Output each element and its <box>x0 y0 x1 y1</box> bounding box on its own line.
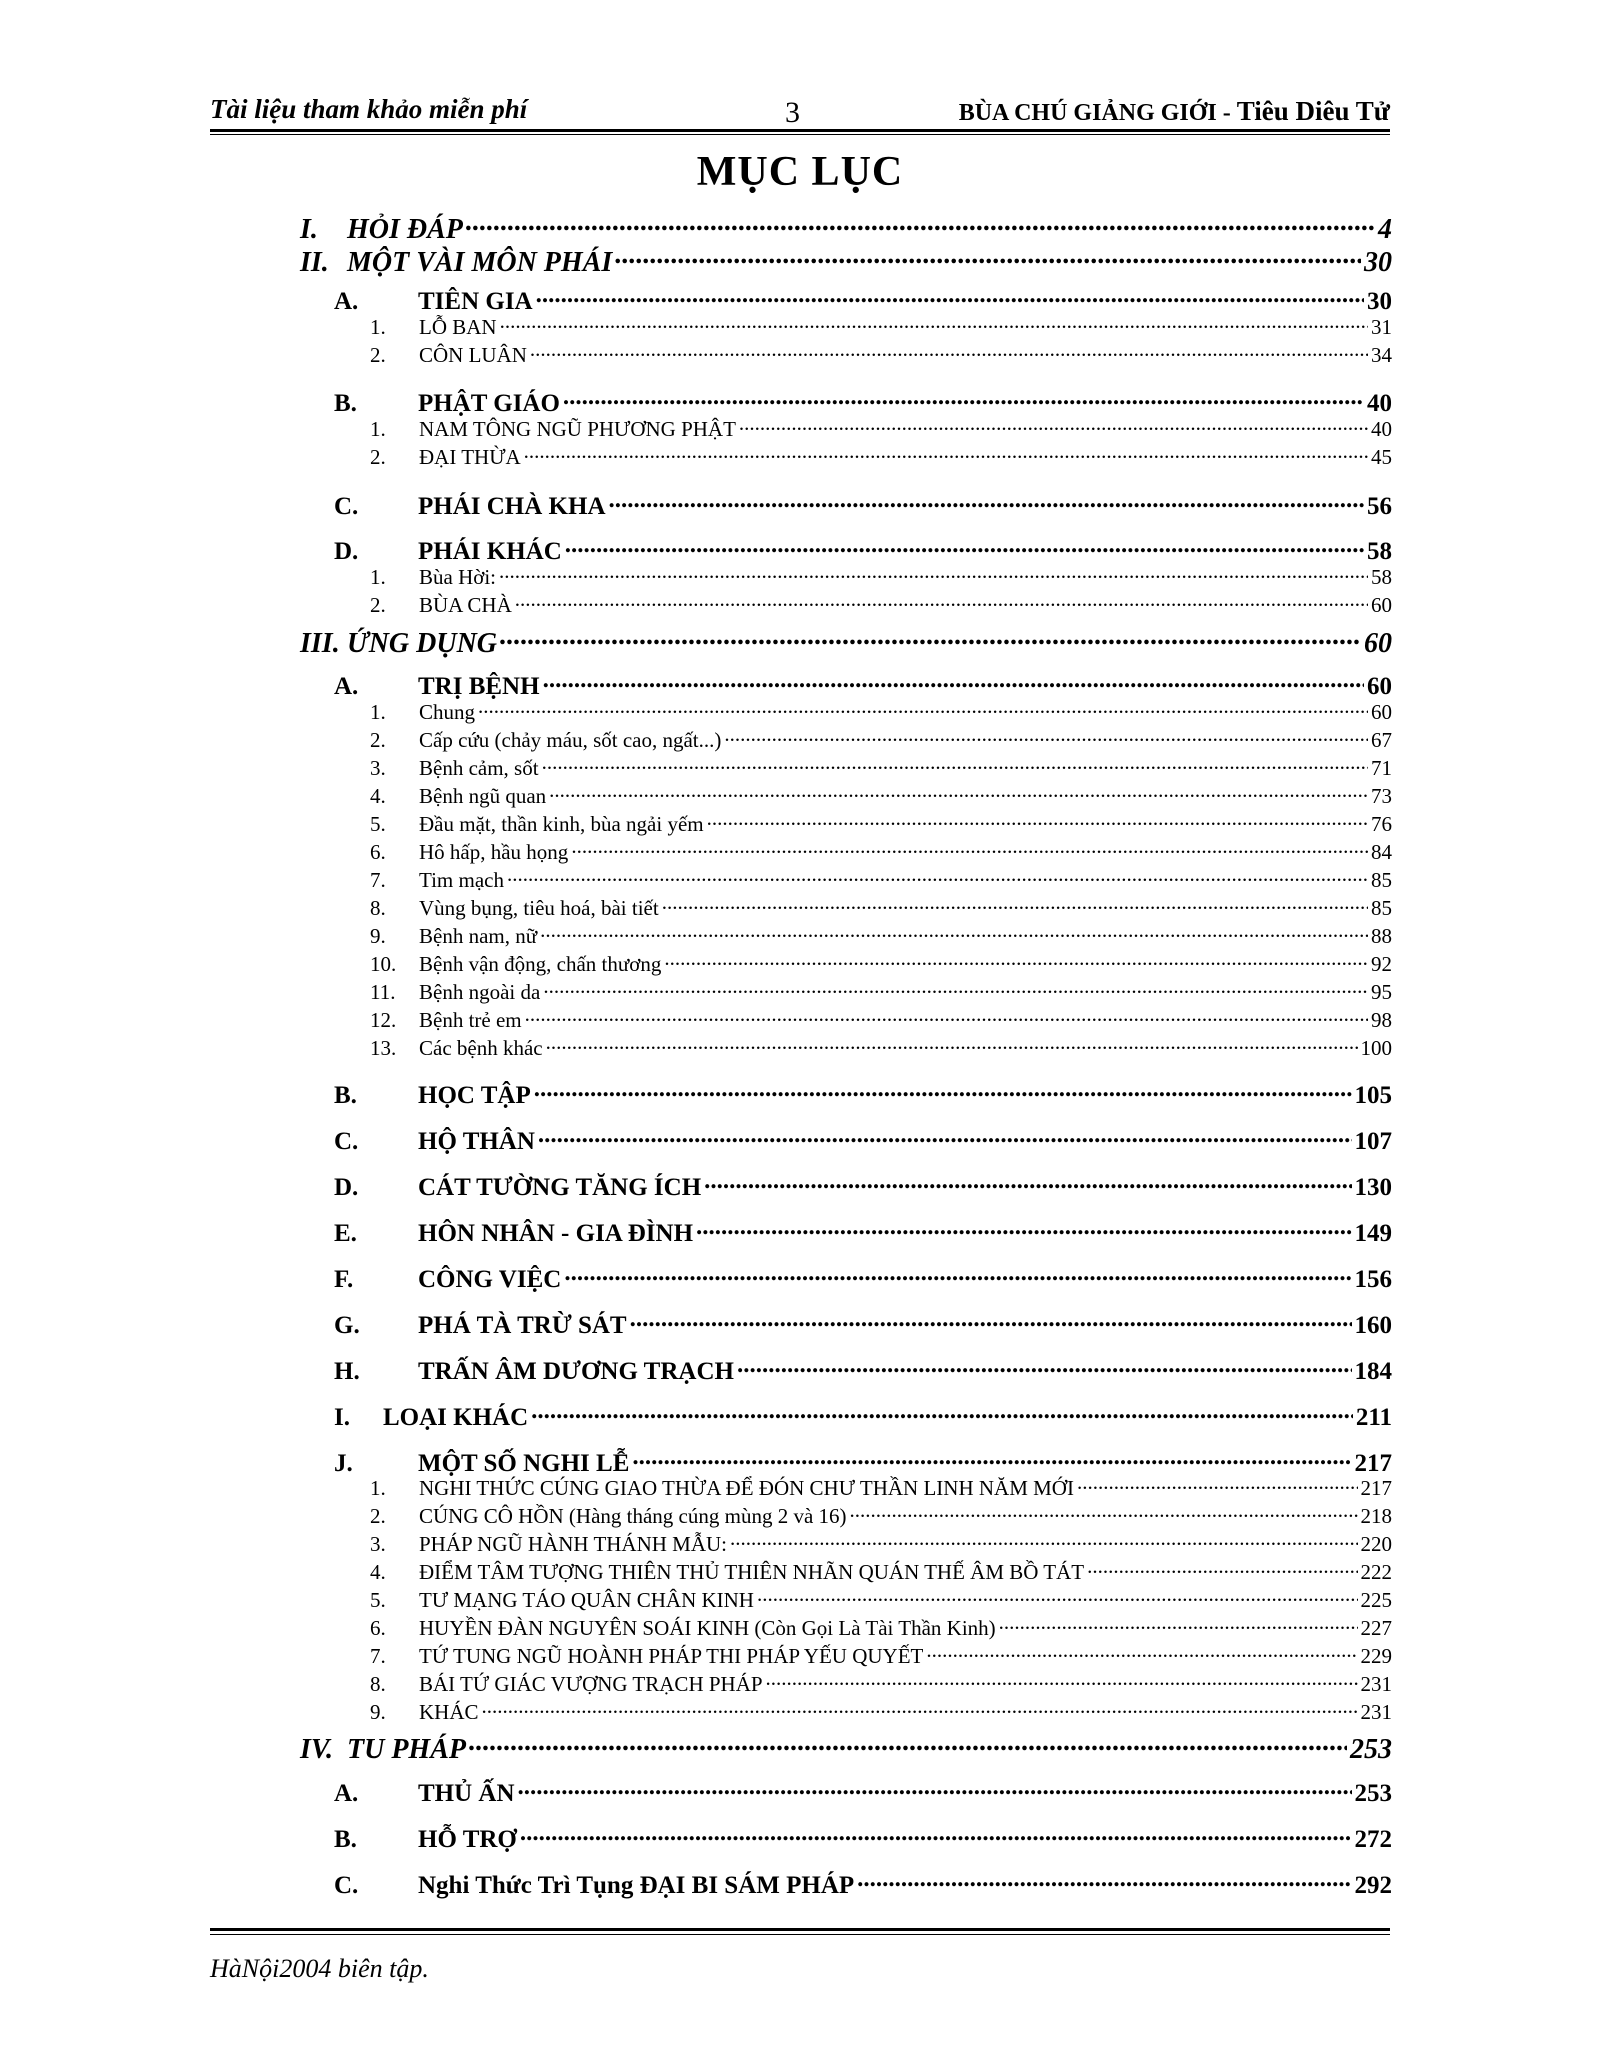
toc-entry-title: HỖ TRỢ <box>418 1826 517 1853</box>
toc-entry-level-2[interactable] <box>334 284 1392 316</box>
toc-dot-leader <box>704 1170 1351 1195</box>
toc-entry-number: G. <box>334 1312 360 1339</box>
toc-dot-leader <box>478 698 1368 719</box>
header-rule <box>210 129 1390 132</box>
toc-entry-level-1[interactable] <box>300 624 1392 660</box>
toc-entry-number: I. <box>334 1404 350 1431</box>
toc-entry-page: 60 <box>1371 700 1392 724</box>
toc-entry-page: 56 <box>1367 493 1392 520</box>
header-book-title: BÙA CHÚ GIẢNG GIỚI - <box>958 100 1237 126</box>
toc-entry-level-3[interactable] <box>370 1530 1392 1557</box>
toc-entry-page: 222 <box>1360 1560 1392 1584</box>
toc-dot-leader <box>524 443 1368 464</box>
toc-entry-number: H. <box>334 1358 360 1385</box>
toc-entry-title: HỌC TẬP <box>418 1082 531 1109</box>
toc-entry-number: 2. <box>370 593 386 617</box>
toc-entry-level-2[interactable] <box>334 1308 1392 1340</box>
toc-entry-level-3[interactable] <box>370 1558 1392 1585</box>
toc-entry-page: 217 <box>1360 1476 1392 1500</box>
toc-entry-title: Đầu mặt, thần kinh, bùa ngải yếm <box>419 812 704 836</box>
toc-dot-leader <box>546 1034 1358 1055</box>
toc-entry-level-2[interactable] <box>334 1170 1392 1202</box>
toc-entry-title: MỘT SỐ NGHI LỄ <box>418 1450 630 1477</box>
toc-entry-page: 227 <box>1360 1616 1392 1640</box>
toc-entry-number: B. <box>334 390 357 417</box>
toc-entry-title: Bùa Hời: <box>419 565 497 589</box>
toc-entry-page: 60 <box>1371 593 1392 617</box>
toc-entry-title: TRẤN ÂM DƯƠNG TRẠCH <box>418 1358 734 1385</box>
toc-entry-page: 58 <box>1371 565 1392 589</box>
toc-entry-page: 92 <box>1371 952 1392 976</box>
toc-entry-page: 217 <box>1354 1450 1392 1477</box>
toc-entry-level-1[interactable] <box>300 210 1392 246</box>
toc-entry-number: 3. <box>370 756 386 780</box>
toc-dot-leader <box>739 415 1368 436</box>
toc-entry-level-3[interactable] <box>370 1614 1392 1641</box>
toc-entry-page: 95 <box>1371 980 1392 1004</box>
toc-entry-page: 31 <box>1371 315 1392 339</box>
toc-entry-level-2[interactable] <box>334 1822 1392 1854</box>
toc-entry-number: B. <box>334 1826 357 1853</box>
toc-entry-level-3[interactable] <box>370 1474 1392 1501</box>
toc-dot-leader <box>926 1642 1357 1663</box>
toc-entry-level-3[interactable] <box>370 894 1392 921</box>
toc-entry-page: 84 <box>1371 840 1392 864</box>
toc-dot-leader <box>540 922 1368 943</box>
toc-entry-page: 85 <box>1371 868 1392 892</box>
toc-entry-number: 2. <box>370 728 386 752</box>
toc-entry-number: 1. <box>370 1476 386 1500</box>
toc-entry-level-3[interactable] <box>370 810 1392 837</box>
toc-entry-title: Bệnh trẻ em <box>419 1008 522 1032</box>
toc-entry-title: ỨNG DỤNG <box>347 628 498 659</box>
toc-entry-title: Tim mạch <box>419 868 504 892</box>
toc-entry-number: A. <box>334 288 359 315</box>
toc-entry-number: 5. <box>370 1588 386 1612</box>
toc-entry-number: 5. <box>370 812 386 836</box>
toc-dot-leader <box>500 624 1361 652</box>
toc-entry-level-3[interactable] <box>370 443 1392 470</box>
toc-dot-leader <box>737 1354 1352 1379</box>
toc-entry-page: 4 <box>1378 214 1392 245</box>
toc-entry-title: ĐIỂM TÂM TƯỢNG THIÊN THỦ THIÊN NHÃN QUÁN THẾ ÂM BỒ TÁT <box>419 1560 1085 1584</box>
toc-entry-number: A. <box>334 673 359 700</box>
toc-entry-level-3[interactable] <box>370 950 1392 977</box>
toc-entry-level-2[interactable] <box>334 534 1392 566</box>
toc-entry-number: 8. <box>370 1672 386 1696</box>
toc-dot-leader <box>571 838 1368 859</box>
toc-entry-page: 98 <box>1371 1008 1392 1032</box>
toc-entry-title: Bệnh ngoài da <box>419 980 541 1004</box>
toc-dot-leader <box>564 1262 1351 1287</box>
toc-entry-level-3[interactable] <box>370 1006 1392 1033</box>
toc-entry-level-3[interactable] <box>370 313 1392 340</box>
toc-entry-page: 60 <box>1367 673 1392 700</box>
toc-entry-title: TIÊN GIA <box>418 288 533 315</box>
toc-entry-number: 7. <box>370 1644 386 1668</box>
toc-entry-level-3[interactable] <box>370 563 1392 590</box>
toc-entry-number: C. <box>334 1872 359 1899</box>
header-rule-thin <box>210 134 1390 135</box>
toc-entry-level-3[interactable] <box>370 1502 1392 1529</box>
toc-entry-number: 11. <box>370 980 396 1004</box>
toc-entry-level-2[interactable] <box>334 1124 1392 1156</box>
toc-entry-level-3[interactable] <box>370 838 1392 865</box>
toc-entry-title: Bệnh nam, nữ <box>419 924 538 948</box>
toc-dot-leader <box>500 313 1368 334</box>
toc-entry-title: Nghi Thức Trì Tụng ĐẠI BI SÁM PHÁP <box>418 1872 855 1899</box>
toc-dot-leader <box>536 284 1364 309</box>
toc-entry-number: A. <box>334 1780 359 1807</box>
toc-entry-number: F. <box>334 1266 354 1293</box>
toc-dot-leader <box>766 1670 1358 1691</box>
toc-entry-title: HỘ THÂN <box>418 1128 535 1155</box>
toc-entry-number: E. <box>334 1220 357 1247</box>
toc-dot-leader <box>518 1776 1352 1801</box>
toc-dot-leader <box>507 866 1368 887</box>
toc-entry-title: TỨ TUNG NGŨ HOÀNH PHÁP THI PHÁP YẾU QUYẾT <box>419 1644 924 1668</box>
page-number: 3 <box>785 96 800 129</box>
toc-entry-number: IV. <box>300 1734 333 1765</box>
toc-dot-leader <box>696 1216 1351 1241</box>
toc-dot-leader <box>469 1730 1347 1758</box>
toc-dot-leader <box>543 669 1364 694</box>
toc-entry-title: HỎI ĐÁP <box>347 214 463 245</box>
toc-dot-leader <box>482 1698 1358 1719</box>
toc-dot-leader <box>662 894 1368 915</box>
toc-entry-title: PHÁP NGŨ HÀNH THÁNH MẪU: <box>419 1532 728 1556</box>
toc-entry-page: 40 <box>1367 390 1392 417</box>
toc-entry-level-3[interactable] <box>370 698 1392 725</box>
toc-entry-number: II. <box>300 247 329 278</box>
toc-dot-leader <box>538 1124 1352 1149</box>
toc-entry-number: 10. <box>370 952 397 976</box>
toc-entry-number: 1. <box>370 565 386 589</box>
toc-entry-title: PHÁ TÀ TRỪ SÁT <box>418 1312 627 1339</box>
toc-entry-page: 34 <box>1371 343 1392 367</box>
toc-entry-title: PHẬT GIÁO <box>418 390 560 417</box>
toc-dot-leader <box>615 243 1361 271</box>
toc-entry-number: 12. <box>370 1008 397 1032</box>
toc-entry-page: 184 <box>1354 1358 1392 1385</box>
toc-entry-page: 88 <box>1371 924 1392 948</box>
header-left-text: Tài liệu tham khảo miễn phí <box>210 94 528 124</box>
footer-rule-thin <box>210 1934 1390 1935</box>
toc-entry-title: PHÁI CHÀ KHA <box>418 493 606 520</box>
page-footer: HàNội2004 biên tập. <box>210 1954 429 1983</box>
toc-entry-number: 2. <box>370 343 386 367</box>
toc-dot-leader <box>515 591 1368 612</box>
toc-entry-title: NGHI THỨC CÚNG GIAO THỪA ĐỂ ĐÓN CHƯ THẦN LINH NĂM MỚI <box>419 1476 1074 1500</box>
toc-entry-level-2[interactable] <box>334 1776 1392 1808</box>
toc-entry-number: 4. <box>370 784 386 808</box>
toc-dot-leader <box>664 950 1368 971</box>
toc-entry-page: 292 <box>1354 1872 1392 1899</box>
toc-entry-page: 76 <box>1371 812 1392 836</box>
toc-entry-number: 9. <box>370 924 386 948</box>
toc-dot-leader <box>850 1502 1358 1523</box>
toc-entry-number: 1. <box>370 700 386 724</box>
toc-entry-number: C. <box>334 1128 359 1155</box>
toc-entry-level-3[interactable] <box>370 1034 1392 1061</box>
toc-entry-title: BÁI TỨ GIÁC VƯỢNG TRẠCH PHÁP <box>419 1672 763 1696</box>
toc-entry-page: 218 <box>1360 1504 1392 1528</box>
toc-entry-level-2[interactable] <box>334 1868 1392 1900</box>
header-author: Tiêu Diêu Tử <box>1236 96 1390 126</box>
toc-entry-page: 160 <box>1354 1312 1392 1339</box>
toc-entry-number: 8. <box>370 896 386 920</box>
toc-entry-title: CÚNG CÔ HỒN (Hàng tháng cúng mùng 2 và 16) <box>419 1504 847 1528</box>
toc-dot-leader <box>724 726 1368 747</box>
toc-dot-leader <box>730 1530 1357 1551</box>
toc-entry-page: 85 <box>1371 896 1392 920</box>
toc-entry-title: Bệnh vận động, chấn thương <box>419 952 662 976</box>
toc-entry-level-2[interactable] <box>334 1216 1392 1248</box>
toc-entry-level-2[interactable] <box>334 1262 1392 1294</box>
toc-entry-title: BÙA CHÀ <box>419 593 512 617</box>
toc-entry-title: Các bệnh khác <box>419 1036 543 1060</box>
toc-entry-number: 2. <box>370 445 386 469</box>
toc-entry-number: 6. <box>370 1616 386 1640</box>
toc-entry-level-3[interactable] <box>370 726 1392 753</box>
toc-dot-leader <box>1077 1474 1358 1495</box>
toc-entry-level-2[interactable] <box>334 489 1392 521</box>
toc-entry-title: LỖ BAN <box>419 315 497 339</box>
toc-entry-page: 71 <box>1371 756 1392 780</box>
toc-dot-leader <box>563 386 1364 411</box>
toc-entry-number: 3. <box>370 1532 386 1556</box>
toc-entry-page: 220 <box>1360 1532 1392 1556</box>
toc-entry-number: B. <box>334 1082 357 1109</box>
toc-entry-page: 149 <box>1354 1220 1392 1247</box>
toc-entry-level-2[interactable] <box>334 669 1392 701</box>
toc-entry-page: 231 <box>1360 1700 1392 1724</box>
toc-dot-leader <box>609 489 1365 514</box>
toc-entry-page: 67 <box>1371 728 1392 752</box>
toc-entry-title: HÔN NHÂN - GIA ĐÌNH <box>418 1220 694 1247</box>
toc-entry-level-1[interactable] <box>300 1730 1392 1766</box>
toc-entry-page: 229 <box>1360 1644 1392 1668</box>
toc-entry-level-2[interactable] <box>334 1400 1392 1432</box>
toc-entry-title: Bệnh cảm, sốt <box>419 756 539 780</box>
toc-dot-leader <box>543 978 1368 999</box>
toc-entry-number: 1. <box>370 417 386 441</box>
toc-entry-page: 105 <box>1354 1082 1392 1109</box>
toc-entry-level-3[interactable] <box>370 1642 1392 1669</box>
toc-entry-level-3[interactable] <box>370 591 1392 618</box>
toc-entry-title: LOẠI KHÁC <box>383 1404 529 1431</box>
toc-entry-page: 60 <box>1364 628 1392 659</box>
toc-entry-page: 40 <box>1371 417 1392 441</box>
toc-entry-number: D. <box>334 1174 359 1201</box>
toc-entry-title: PHÁI KHÁC <box>418 538 562 565</box>
toc-entry-level-1[interactable] <box>300 243 1392 279</box>
toc-dot-leader <box>632 1446 1351 1471</box>
toc-dot-leader <box>531 1400 1353 1425</box>
toc-entry-number: III. <box>300 628 340 659</box>
toc-entry-page: 30 <box>1367 288 1392 315</box>
toc-entry-page: 130 <box>1354 1174 1392 1201</box>
toc-entry-page: 30 <box>1364 247 1392 278</box>
toc-entry-page: 272 <box>1354 1826 1392 1853</box>
toc-entry-level-2[interactable] <box>334 386 1392 418</box>
toc-entry-number: I. <box>300 214 318 245</box>
toc-entry-page: 156 <box>1354 1266 1392 1293</box>
toc-entry-title: MỘT VÀI MÔN PHÁI <box>347 247 613 278</box>
toc-dot-leader <box>565 534 1364 559</box>
toc-entry-page: 100 <box>1360 1036 1392 1060</box>
toc-entry-number: 9. <box>370 1700 386 1724</box>
toc-entry-title: Bệnh ngũ quan <box>419 784 547 808</box>
toc-entry-page: 253 <box>1350 1734 1392 1765</box>
toc-entry-number: 13. <box>370 1036 397 1060</box>
toc-dot-leader <box>520 1822 1352 1847</box>
toc-entry-title: Vùng bụng, tiêu hoá, bài tiết <box>419 896 659 920</box>
document-title: MỤC LỤC <box>696 149 904 195</box>
toc-entry-number: 1. <box>370 315 386 339</box>
toc-dot-leader <box>999 1614 1358 1635</box>
toc-entry-level-3[interactable] <box>370 415 1392 442</box>
toc-entry-number: J. <box>334 1450 353 1477</box>
toc-entry-page: 225 <box>1360 1588 1392 1612</box>
toc-entry-title: Chung <box>419 700 476 724</box>
page-header <box>210 92 1390 132</box>
toc-entry-number: 6. <box>370 840 386 864</box>
toc-entry-number: 4. <box>370 1560 386 1584</box>
toc-entry-title: CÔNG VIỆC <box>418 1266 562 1293</box>
toc-entry-page: 58 <box>1367 538 1392 565</box>
toc-entry-level-3[interactable] <box>370 1670 1392 1697</box>
toc-dot-leader <box>542 754 1368 775</box>
toc-entry-title: TƯ MẠNG TÁO QUÂN CHÂN KINH <box>419 1588 754 1612</box>
toc-entry-number: C. <box>334 493 359 520</box>
toc-dot-leader <box>499 563 1368 584</box>
toc-dot-leader <box>534 1078 1352 1103</box>
toc-entry-number: 2. <box>370 1504 386 1528</box>
toc-entry-title: NAM TÔNG NGŨ PHƯƠNG PHẬT <box>419 417 736 441</box>
toc-entry-level-3[interactable] <box>370 922 1392 949</box>
toc-entry-title: CÔN LUÂN <box>419 343 527 367</box>
toc-entry-level-2[interactable] <box>334 1078 1392 1110</box>
toc-entry-title: KHÁC <box>419 1700 479 1724</box>
toc-dot-leader <box>707 810 1368 831</box>
toc-dot-leader <box>630 1308 1352 1333</box>
toc-dot-leader <box>1087 1558 1357 1579</box>
toc-entry-number: D. <box>334 538 359 565</box>
toc-dot-leader <box>549 782 1368 803</box>
toc-entry-level-3[interactable] <box>370 978 1392 1005</box>
toc-entry-page: 211 <box>1355 1404 1392 1431</box>
footer-rule <box>210 1928 1390 1931</box>
toc-entry-title: HUYỀN ĐÀN NGUYÊN SOÁI KINH (Còn Gọi Là Tài Thần Kinh) <box>419 1616 996 1640</box>
toc-entry-title: THỦ ẤN <box>418 1780 515 1807</box>
toc-entry-level-3[interactable] <box>370 782 1392 809</box>
toc-dot-leader <box>757 1586 1358 1607</box>
header-right-text <box>959 96 1390 127</box>
toc-dot-leader <box>525 1006 1368 1027</box>
toc-entry-number: 7. <box>370 868 386 892</box>
toc-entry-page: 107 <box>1354 1128 1392 1155</box>
toc-entry-level-3[interactable] <box>370 866 1392 893</box>
toc-entry-level-3[interactable] <box>370 341 1392 368</box>
toc-entry-title: ĐẠI THỪA <box>419 445 521 469</box>
toc-entry-title: Cấp cứu (chảy máu, sốt cao, ngất...) <box>419 728 722 752</box>
toc-entry-title: TRỊ BỆNH <box>418 673 540 700</box>
toc-dot-leader <box>530 341 1368 362</box>
toc-entry-level-2[interactable] <box>334 1354 1392 1386</box>
toc-entry-page: 45 <box>1371 445 1392 469</box>
toc-entry-page: 253 <box>1354 1780 1392 1807</box>
toc-dot-leader <box>466 210 1375 238</box>
toc-entry-level-3[interactable] <box>370 1586 1392 1613</box>
toc-entry-level-3[interactable] <box>370 1698 1392 1725</box>
toc-dot-leader <box>857 1868 1351 1893</box>
toc-entry-title: TU PHÁP <box>347 1734 466 1765</box>
toc-entry-page: 73 <box>1371 784 1392 808</box>
toc-entry-page: 231 <box>1360 1672 1392 1696</box>
toc-entry-title: CÁT TƯỜNG TĂNG ÍCH <box>418 1174 702 1201</box>
toc-entry-level-3[interactable] <box>370 754 1392 781</box>
toc-entry-title: Hô hấp, hầu họng <box>419 840 569 864</box>
